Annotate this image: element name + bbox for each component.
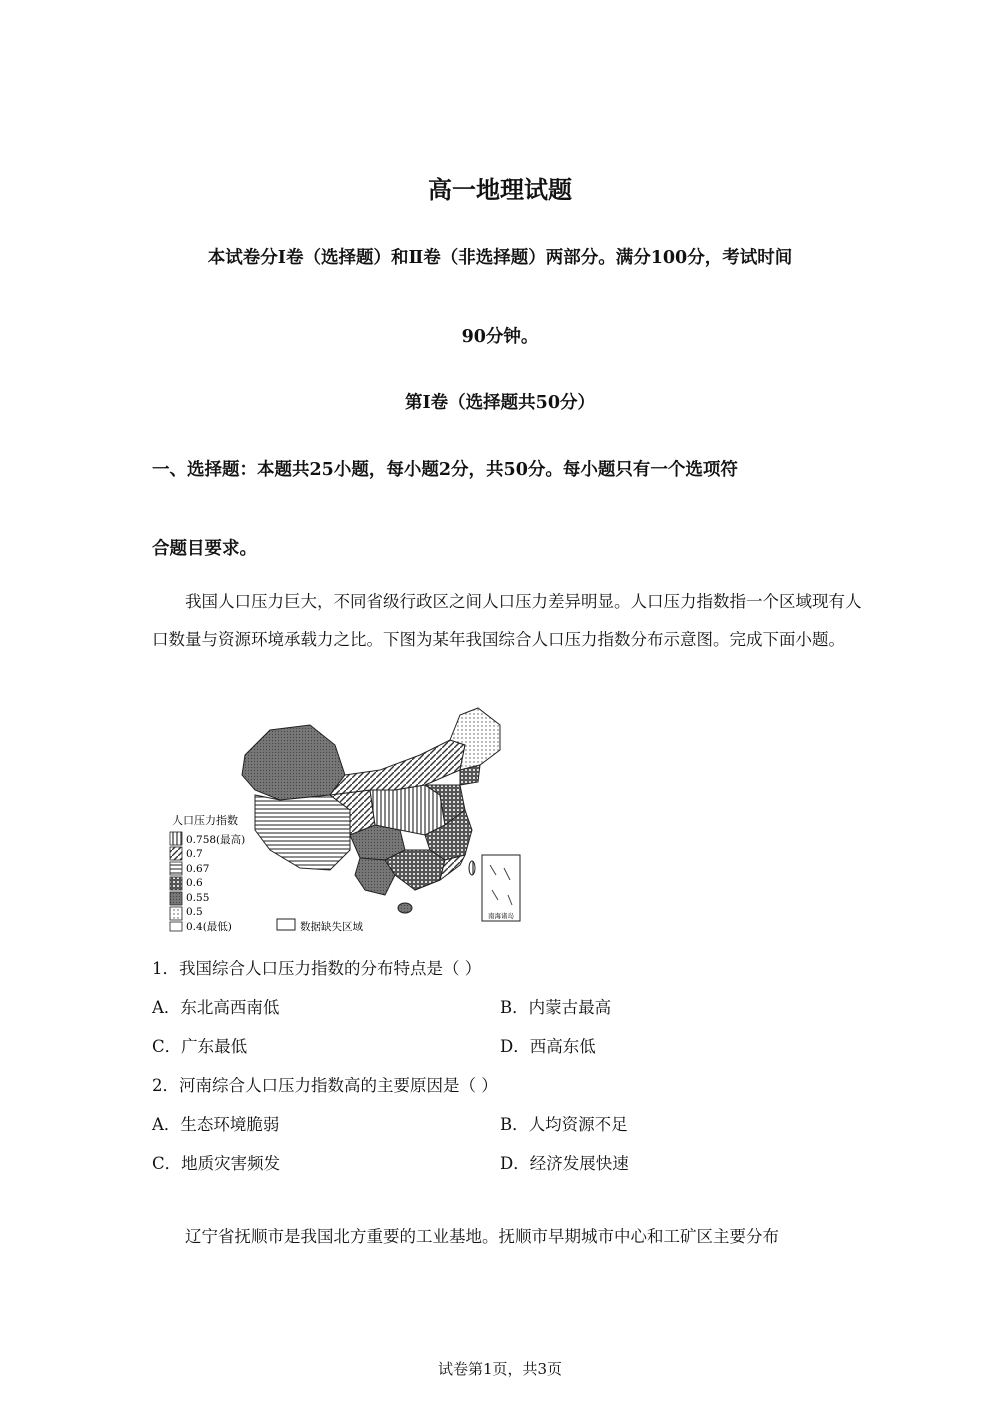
legend-item: 0.758(最高) <box>186 834 246 846</box>
question-1-option-c[interactable]: C．广东最低 <box>152 1037 248 1056</box>
question-1-option-a[interactable]: A．东北高西南低 <box>152 998 280 1017</box>
legend-item: 0.4(最低) <box>186 921 232 933</box>
question-1-option-b[interactable]: B．内蒙古最高 <box>500 998 612 1017</box>
intro-line-2: 90分钟。 <box>461 327 539 347</box>
passage-fushun: 辽宁省抚顺市是我国北方重要的工业基地。抚顺市早期城市中心和工矿区主要分布 <box>185 1227 779 1246</box>
page-footer: 试卷第1页，共3页 <box>437 1360 563 1378</box>
question-1-stem: 1．我国综合人口压力指数的分布特点是（ ） <box>152 959 482 978</box>
legend-title: 人口压力指数 <box>172 814 238 827</box>
inset-label: 南海诸岛 <box>488 912 514 920</box>
question-2-option-b[interactable]: B．人均资源不足 <box>500 1115 628 1134</box>
page-title: 高一地理试题 <box>428 176 572 204</box>
question-1-option-d[interactable]: D．西高东低 <box>500 1037 596 1056</box>
intro-line-1: 本试卷分Ⅰ卷（选择题）和Ⅱ卷（非选择题）两部分。满分100分，考试时间 <box>207 248 793 268</box>
question-2-option-d[interactable]: D．经济发展快速 <box>500 1154 629 1173</box>
section-heading-line-1: 一、选择题：本题共25小题，每小题2分，共50分。每小题只有一个选项符 <box>152 460 738 480</box>
passage-population-pressure: 我国人口压力巨大，不同省级行政区之间人口压力差异明显。人口压力指数指一个区域现有人口数量与资源环境承载力之比。下图为某年我国综合人口压力指数分布示意图。完成下面小题。 <box>152 592 862 649</box>
population-pressure-map <box>160 700 530 940</box>
legend-missing-data: 数据缺失区域 <box>300 921 363 933</box>
legend-item: 0.7 <box>186 848 203 860</box>
section-heading-line-2: 合题目要求。 <box>152 539 257 559</box>
part1-title: 第Ⅰ卷（选择题共50分） <box>404 393 596 413</box>
legend-item: 0.5 <box>186 906 203 918</box>
legend-item: 0.6 <box>186 877 203 889</box>
legend-item: 0.55 <box>186 892 210 904</box>
question-2-stem: 2．河南综合人口压力指数高的主要原因是（ ） <box>152 1076 498 1095</box>
question-2-option-a[interactable]: A．生态环境脆弱 <box>152 1115 280 1134</box>
question-2-option-c[interactable]: C．地质灾害频发 <box>152 1154 281 1173</box>
legend-item: 0.67 <box>186 863 210 875</box>
